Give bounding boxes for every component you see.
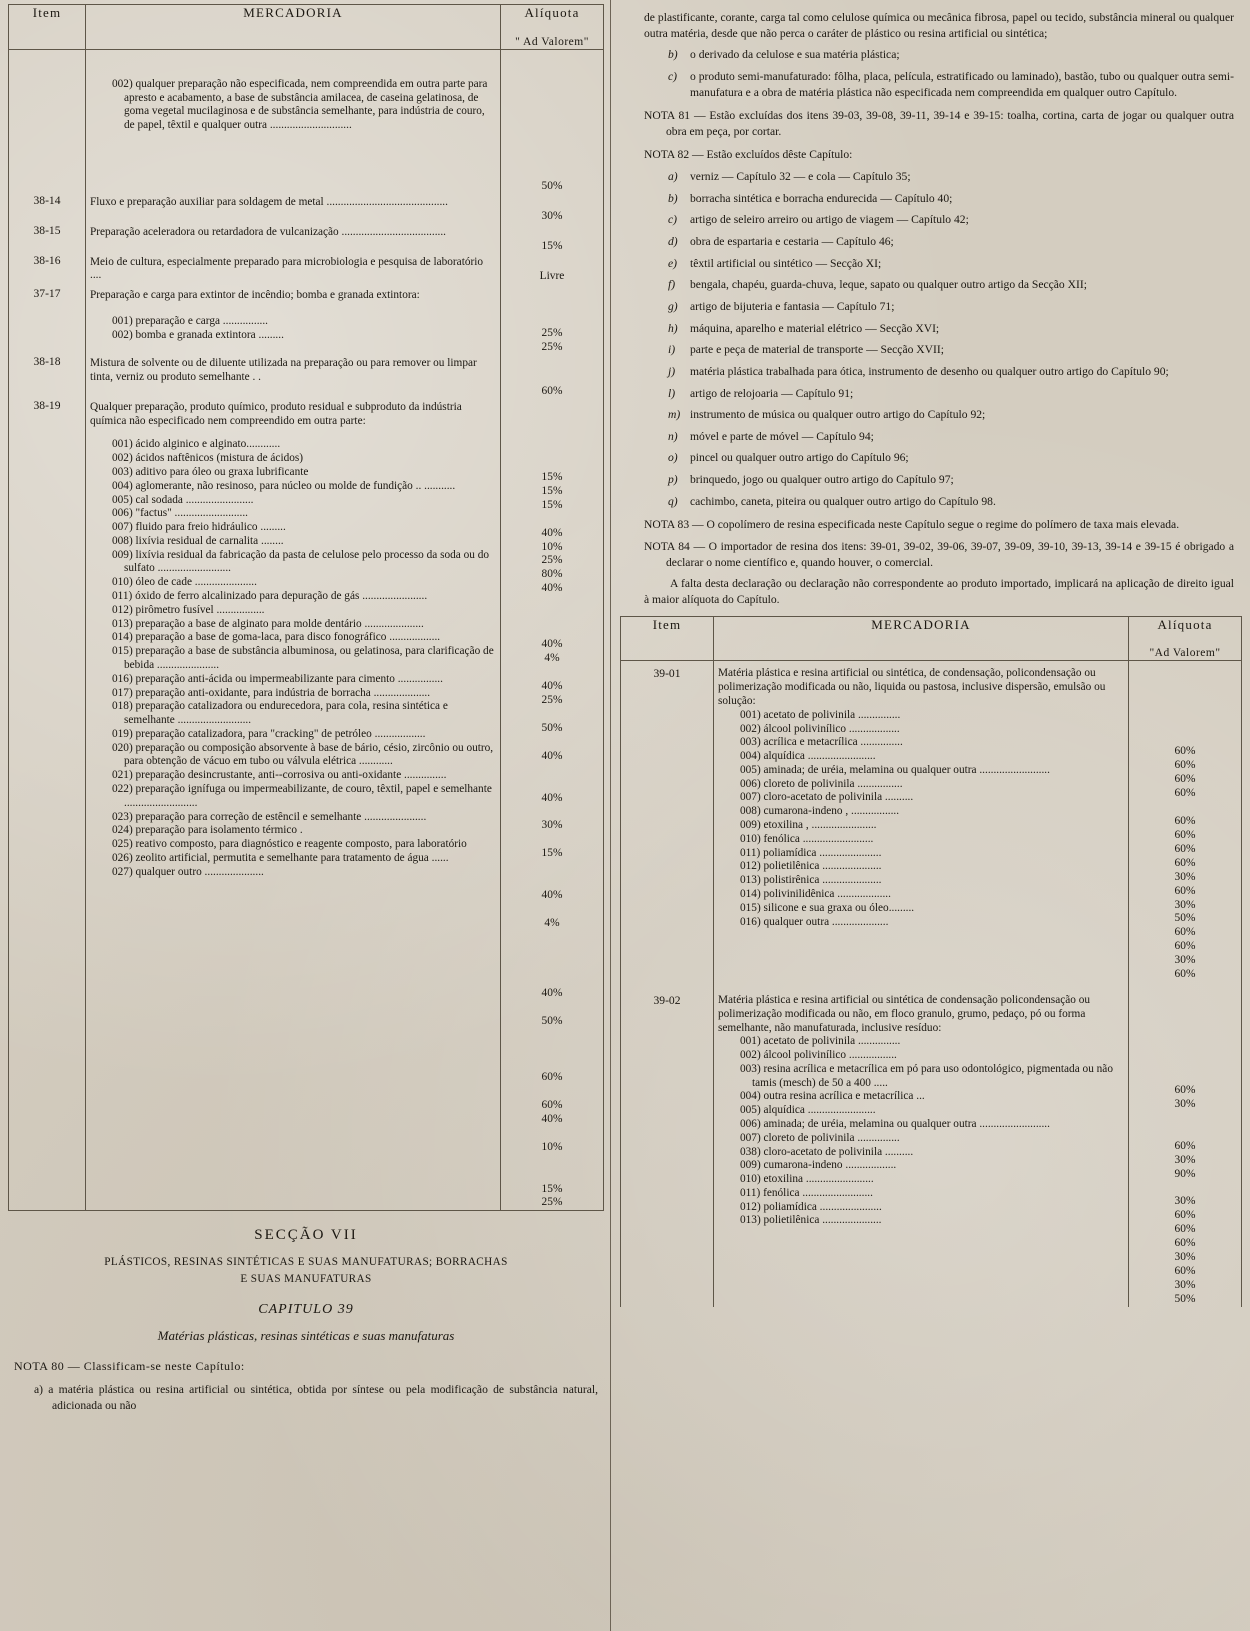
row-desc-text: Qualquer preparação, produto químico, produto residual e subproduto da indústria química não especificado nem compreendido em outra parte: [90, 400, 462, 427]
row-rate [501, 254, 604, 288]
header-aliquota-label: Alíquota [1157, 616, 1213, 632]
nota-82-item [644, 256, 1234, 272]
row-subitem: 002) álcool polivinílico ................. [740, 1049, 897, 1062]
item-letter: n) [668, 429, 678, 443]
row-rate-value: 60% [1174, 856, 1196, 869]
row-rate-value: 40% [541, 1112, 563, 1125]
row-desc-text: Fluxo e preparação auxiliar para soldagem de metal ........................................... [90, 195, 448, 208]
item-text: artigo de relojoaria — Capítulo 91; [690, 386, 854, 400]
row-rate-value: 50% [541, 179, 563, 192]
row-desc [86, 224, 501, 254]
header-item: Item [621, 616, 714, 661]
row-rate-value: 10% [541, 540, 563, 553]
row-subitem: 010) fenólica ......................... [740, 832, 874, 845]
section-subheading-line2: E SUAS MANUFATURAS [240, 1273, 372, 1286]
row-subitem: 010) óleo de cade ...................... [112, 576, 257, 589]
nota-82-item [644, 234, 1234, 250]
table-header-row [621, 616, 1242, 661]
nota-80-item-a: a) a matéria plástica ou resina artificial ou sintética, obtida por síntese ou pela modificação de substância natural, adicionada ou não [34, 1383, 598, 1412]
nota-82-item [644, 321, 1234, 337]
row-rate [1129, 661, 1242, 982]
row-subitem: 026) zeolito artificial, permutita e semelhante para tratamento de água ...... [112, 851, 449, 864]
row-subitem: 005) alquídica ........................ [740, 1104, 876, 1117]
row-subitem: 017) preparação anti-oxidante, para indústria de borracha .................... [112, 686, 431, 699]
table-row [621, 982, 1242, 1307]
row-subitem: 016) preparação anti-ácida ou impermeabilizante para cimento ................ [112, 672, 443, 685]
row-rate-value: 40% [541, 638, 563, 651]
item-text: o derivado da celulose e sua matéria plástica; [690, 48, 900, 62]
row-rate-value: 60% [1174, 1209, 1196, 1222]
row-desc [86, 287, 501, 355]
row-rate-value: 4% [544, 917, 560, 930]
row-subitem: 011) poliamídica ...................... [740, 846, 882, 859]
row-rate [501, 355, 604, 399]
nota-80-block [8, 1358, 604, 1413]
row-item: 38-18 [9, 355, 86, 399]
item-text: obra de espartaria e cestaria — Capítulo 46; [690, 235, 894, 249]
row-subitem: 014) polivinilidênica ................... [740, 887, 891, 900]
row-subitem: 023) preparação para correção de estêncil e semelhante ...................... [112, 810, 427, 823]
header-aliquota [1129, 616, 1242, 661]
row-rate-value: 90% [1174, 1167, 1196, 1180]
item-text: máquina, aparelho e material elétrico — Secção XVI; [690, 321, 940, 335]
row-rate-value: 30% [1174, 898, 1196, 911]
section-heading: SECÇÃO VII [254, 1227, 358, 1244]
nota-82-item [644, 277, 1234, 293]
row-rate-value: 80% [541, 568, 563, 581]
row-subitem: 009) etoxilina , ....................... [740, 819, 877, 832]
row-subitem: 002) bomba e granada extintora ......... [112, 328, 284, 341]
item-letter: h) [668, 321, 678, 335]
row-subitem: 001) preparação e carga ................ [112, 314, 268, 327]
row-subitem: 011) óxido de ferro alcalinizado para depuração de gás ....................... [112, 590, 428, 603]
row-rate-value: 60% [1174, 926, 1196, 939]
row-rate-value: 60% [541, 1070, 563, 1083]
row-subitem: 021) preparação desincrustante, anti--corrosiva ou anti-oxidante ............... [112, 769, 447, 782]
row-subitem: 001) ácido alginico e alginato............ [112, 438, 281, 451]
item-text: parte e peça de material de transporte — Secção XVII; [690, 343, 944, 357]
row-rate [501, 49, 604, 193]
item-text: o produto semi-manufaturado: fôlha, placa, película, estratificado ou laminado), bastão, tubo ou qualquer outra semi-manufatura e a obra de matéria plástica não especificada nem compreendida em qualquer outro Capítulo. [690, 69, 1234, 99]
row-subitem: 009) lixívia residual da fabricação da pasta de celulose pelo processo da soda ou do sulfato .......................... [112, 548, 490, 575]
item-letter: j) [668, 364, 676, 378]
nota-82-item [644, 169, 1234, 185]
row-rate-value: 60% [1174, 745, 1196, 758]
row-rate-value: 60% [1174, 828, 1196, 841]
nota-80-item-b [644, 47, 1234, 63]
table-row [9, 254, 604, 288]
row-rate-value: 30% [1174, 1195, 1196, 1208]
row-rate-value: 25% [541, 693, 563, 706]
row-subitem: 006) "factus" .......................... [112, 507, 248, 520]
row-rate-value: 60% [1174, 815, 1196, 828]
item-text: artigo de bijuteria e fantasia — Capítulo 71; [690, 299, 895, 313]
row-subitem: 008) lixívia residual de carnalita ........ [112, 534, 284, 547]
row-rate-value: 30% [1174, 1153, 1196, 1166]
row-desc [86, 399, 501, 1211]
table-row [9, 224, 604, 254]
row-rate [501, 224, 604, 254]
row-rate [501, 194, 604, 224]
row-rate-value: 30% [1174, 870, 1196, 883]
row-item: 39-02 [621, 982, 714, 1307]
row-desc-text: Mistura de solvente ou de diluente utilizada na preparação ou para remover ou limpar tinta, verniz ou produto semelhante . . [90, 356, 477, 383]
table-row [9, 287, 604, 355]
item-letter: b) [668, 191, 678, 205]
row-rate-value: 60% [1174, 787, 1196, 800]
header-ad-valorem: "Ad Valorem" [1149, 647, 1221, 660]
tariff-table-left [8, 4, 604, 1211]
row-rate-value: 15% [541, 470, 563, 483]
row-subitem: 013) polistirênica ..................... [740, 874, 882, 887]
row-rate-value: 60% [1174, 1223, 1196, 1236]
item-text: verniz — Capítulo 32 — e cola — Capítulo 35; [690, 170, 911, 184]
row-desc [86, 254, 501, 288]
item-letter: a) [668, 170, 678, 184]
row-rate-value: 60% [1174, 940, 1196, 953]
row-subitem: 013) preparação a base de alginato para molde dentário ..................... [112, 617, 424, 630]
nota-82-item [644, 386, 1234, 402]
row-rate-value: 40% [541, 526, 563, 539]
row-rate-value: 30% [1174, 954, 1196, 967]
row-subitem: 010) etoxilina ........................ [740, 1173, 874, 1186]
row-subitem: 003) resina acrílica e metacrílica em pó para uso odontológico, pigmentada ou não tamis (mesch) de 50 a 400 ..... [740, 1062, 1113, 1089]
row-rate-value: 30% [541, 209, 563, 222]
nota-82-heading: NOTA 82 — Estão excluídos dêste Capítulo: [644, 148, 853, 162]
row-subitem: 004) outra resina acrílica e metacrílica ... [740, 1090, 925, 1103]
top-continuation: de plastificante, corante, carga tal como celulose química ou mecânica fibrosa, papel ou tecido, substância mineral ou qualquer outra matéria, desde que não perca o caráter de plástico ou resina artificial ou sintética; [644, 11, 1234, 40]
item-text: bengala, chapéu, guarda-chuva, leque, sapato ou qualquer outro artigo da Secção XII; [690, 278, 1087, 292]
section-subheading-line1: PLÁSTICOS, RESINAS SINTÉTICAS E SUAS MANUFATURAS; BORRACHAS [104, 1256, 508, 1269]
row-desc-text: Matéria plástica e resina artificial ou sintética, de condensação, policondensação ou polimerização modificada ou não, liquida ou pastosa, inclusive dispersão, emulsão ou solução: [718, 667, 1106, 708]
table-row [9, 399, 604, 1211]
row-rate-value: 40% [541, 889, 563, 902]
row-rate [1129, 982, 1242, 1307]
row-rate-value: 25% [541, 554, 563, 567]
nota-82-item [644, 342, 1234, 358]
table-row [9, 49, 604, 193]
row-subitem: 003) aditivo para óleo ou graxa lubrificante [112, 466, 309, 478]
row-subitem: 005) aminada; de uréia, melamina ou qualquer outra ......................... [740, 763, 1050, 776]
row-rate-value: 60% [541, 1098, 563, 1111]
row-subitem: 004) aglomerante, não resinoso, para núcleo ou molde de fundição .. ........... [112, 479, 456, 492]
item-text: borracha sintética e borracha endurecida — Capítulo 40; [690, 191, 953, 205]
nota-82-item [644, 191, 1234, 207]
item-letter: b) [668, 48, 678, 62]
nota-82-item [644, 212, 1234, 228]
tariff-table-right [620, 616, 1242, 1307]
row-rate-value: 60% [1174, 1139, 1196, 1152]
row-subitem: 012) pirômetro fusível ................. [112, 603, 265, 616]
row-subitem: 022) preparação ignífuga ou impermeabilizante, de couro, têxtil, papel e semelhante .......................... [112, 782, 492, 809]
row-subitem: 002) álcool polivinílico .................. [740, 722, 900, 735]
row-rate-value: 60% [1174, 759, 1196, 772]
row-subitem: 004) alquídica ........................ [740, 750, 876, 763]
row-rate-value: 60% [1174, 1265, 1196, 1278]
row-subitem: 018) preparação catalizadora ou endurecedora, para cola, resina sintética e semelhante .......................... [112, 700, 448, 727]
header-mercadoria: MERCADORIA [714, 616, 1129, 661]
item-letter: f) [668, 278, 676, 292]
item-text: brinquedo, jogo ou qualquer outro artigo do Capítulo 97; [690, 473, 954, 487]
right-column [620, 4, 1242, 1627]
item-letter: l) [668, 386, 676, 400]
row-rate-value: 15% [541, 484, 563, 497]
row-subitem: 007) fluido para freio hidráulico ......... [112, 521, 286, 534]
nota-82-item [644, 450, 1234, 466]
item-letter: o) [668, 451, 678, 465]
nota-81: NOTA 81 — Estão excluídas dos itens 39-03, 39-08, 39-11, 39-14 e 39-15: toalha, cortina, carta de jogar ou qualquer outra obra em peça, por cortar. [644, 109, 1234, 138]
table-row [621, 661, 1242, 982]
item-text: matéria plástica trabalhada para ótica, instrumento de desenho ou qualquer outro artigo do Capítulo 90; [690, 364, 1169, 378]
item-letter: i) [668, 343, 676, 357]
item-letter: c) [668, 69, 678, 83]
row-subitem: 019) preparação catalizadora, para "cracking" de petróleo .................. [112, 727, 426, 740]
row-subitem: 007) cloro-acetato de polivinila .......... [740, 791, 914, 804]
row-subitem: 014) preparação a base de goma-laca, para disco fonográfico .................. [112, 631, 441, 644]
row-rate-value: 60% [1174, 773, 1196, 786]
item-text: cachimbo, caneta, piteira ou qualquer outro artigo do Capítulo 98. [690, 494, 996, 508]
row-rate-value: 60% [1174, 968, 1196, 981]
item-letter: g) [668, 299, 678, 313]
row-subitem: 015) silicone e sua graxa ou óleo......... [740, 901, 915, 914]
item-letter: d) [668, 235, 678, 249]
row-subitem: 002) ácidos naftênicos (mistura de ácidos) [112, 452, 304, 465]
row-subitem: 006) cloreto de polivinila ................ [740, 777, 903, 790]
row-rate-value: 60% [1174, 1083, 1196, 1096]
row-item: 39-01 [621, 661, 714, 982]
item-letter: e) [668, 256, 678, 270]
header-mercadoria: MERCADORIA [86, 5, 501, 50]
item-letter: q) [668, 494, 678, 508]
row-subitem: 038) cloro-acetato de polivinila .......... [740, 1145, 914, 1158]
item-letter: c) [668, 213, 678, 227]
nota-82-item [644, 299, 1234, 315]
row-rate-value: 40% [541, 582, 563, 595]
item-text: móvel e parte de móvel — Capítulo 94; [690, 429, 874, 443]
row-desc [86, 194, 501, 224]
row-rate-value: 40% [541, 791, 563, 804]
row-rate-value: 40% [541, 679, 563, 692]
row-subitem: 007) cloreto de polivinila ............... [740, 1131, 900, 1144]
table-row [9, 355, 604, 399]
row-rate-value: 15% [541, 1182, 563, 1195]
row-rate-value: 30% [1174, 1251, 1196, 1264]
row-rate-value: 25% [541, 327, 563, 340]
row-item: 37-17 [9, 287, 86, 355]
row-subitem: 003) acrílica e metacrílica ............... [740, 736, 903, 749]
row-subitem: 005) cal sodada ........................ [112, 493, 254, 506]
row-item [9, 49, 86, 193]
nota-83: NOTA 83 — O copolímero de resina especificada neste Capítulo segue o regime do polímero de taxa mais elevada. [644, 518, 1180, 532]
row-rate-value: 15% [541, 498, 563, 511]
item-letter: p) [668, 473, 678, 487]
row-subitem: 001) acetato de polivinila ............... [740, 708, 901, 721]
row-subitem: 001) acetato de polivinila ............... [740, 1035, 901, 1048]
header-aliquota [501, 5, 604, 50]
row-desc-text: Meio de cultura, especialmente preparado para microbiologia e pesquisa de laboratório .... [90, 255, 484, 282]
row-desc [714, 661, 1129, 982]
row-rate-value: 15% [541, 239, 563, 252]
row-subitem: 008) cumarona-indeno , ................. [740, 805, 900, 818]
row-desc [86, 355, 501, 399]
nota-82-item [644, 407, 1234, 423]
table-row [9, 194, 604, 224]
row-subitem: 009) cumarona-indeno .................. [740, 1159, 897, 1172]
chapter-subheading: Matérias plásticas, resinas sintéticas e suas manufaturas [157, 1327, 455, 1343]
header-ad-valorem: " Ad Valorem" [515, 35, 589, 48]
row-rate-value: 50% [1174, 912, 1196, 925]
left-column [8, 4, 604, 1627]
nota-82-item [644, 472, 1234, 488]
row-desc-text: Matéria plástica e resina artificial ou sintética de condensação policondensação ou polimerização modificada ou não, em floco granulo, grumo, pedaço, pó ou forma semelhante, não manufaturada, inclusive resíduo: [718, 993, 1091, 1034]
row-rate-value: 40% [541, 987, 563, 1000]
row-rate-value: 30% [541, 819, 563, 832]
row-rate-value: 50% [541, 721, 563, 734]
row-subitem: 013) polietilênica ..................... [740, 1214, 882, 1227]
row-rate-value: 30% [1174, 1278, 1196, 1291]
row-rate-value: 40% [541, 749, 563, 762]
table-header-row [9, 5, 604, 50]
nota-84-continuation: A falta desta declaração ou declaração não correspondente ao produto importado, implicará na aplicação de direito igual à maior alíquota do Capítulo. [644, 577, 1234, 606]
nota-84: NOTA 84 — O importador de resina dos itens: 39-01, 39-02, 39-06, 39-07, 39-09, 39-10, 39-13, 39-14 e 39-15 é obrigado a declarar o nome científico e, quando houver, o comercial. [644, 540, 1234, 569]
item-text: artigo de seleiro arreiro ou artigo de viagem — Capítulo 42; [690, 213, 969, 227]
item-text: pincel ou qualquer outro artigo do Capítulo 96; [690, 451, 909, 465]
row-item: 38-14 [9, 194, 86, 224]
nota-82-item [644, 429, 1234, 445]
row-rate-value: 60% [541, 384, 563, 397]
nota-80-heading: NOTA 80 — Classificam-se neste Capítulo: [14, 1358, 245, 1373]
row-desc-text: Preparação aceleradora ou retardadora de vulcanização ..................................... [90, 225, 447, 238]
row-subitem: 015) preparação a base de substância albuminosa, ou gelatinosa, para clarificação de bebida ...................... [112, 645, 494, 671]
chapter-heading: CAPITULO 39 [258, 1301, 354, 1317]
row-item: 38-16 [9, 254, 86, 288]
row-rate-value: 10% [541, 1140, 563, 1153]
right-prose [620, 4, 1242, 608]
row-subitem: 016) qualquer outra .................... [740, 915, 889, 928]
column-divider [610, 0, 611, 1631]
item-text: instrumento de música ou qualquer outro artigo do Capítulo 92; [690, 408, 986, 422]
row-desc-text: Preparação e carga para extintor de incêndio; bomba e granada extintora: [90, 289, 420, 302]
header-aliquota-label: Alíquota [524, 5, 580, 20]
row-rate-value: 30% [1174, 1097, 1196, 1110]
row-subitem: 024) preparação para isolamento térmico . [112, 824, 303, 837]
row-subitem: 012) poliamídica ...................... [740, 1200, 882, 1213]
row-rate-value: 25% [541, 1196, 563, 1209]
row-rate [501, 399, 604, 1211]
nota-82-item [644, 364, 1234, 380]
row-subitem: 011) fenólica ......................... [740, 1186, 873, 1199]
row-desc [714, 982, 1129, 1307]
row-rate-value: Livre [539, 269, 565, 282]
row-rate-value: 50% [541, 1015, 563, 1027]
row-rate [501, 287, 604, 355]
row-rate-value: 60% [1174, 842, 1196, 855]
nota-82-item [644, 494, 1234, 510]
row-rate-value: 15% [541, 847, 563, 860]
row-subitem: 020) preparação ou composição absorvente à base de bário, césio, zircônio ou outro, para obtenção de vácuo em tubo ou válvula elétrica ............ [112, 741, 494, 768]
row-desc-text: 002) qualquer preparação não especificada, nem compreendida em outra parte para apresto e acabamento, a base de substância amilacea, de caseina gelatinosa, de goma vegetal mucilaginosa e de substância semelhante, para indústria de couro, de papel, têxtil e qualquer outra ............................. [112, 77, 488, 132]
section-subheading [8, 1254, 604, 1288]
item-text: têxtil artificial ou sintético — Secção XI; [690, 256, 882, 270]
row-subitem: 012) polietilênica ..................... [740, 860, 882, 873]
row-rate-value: 60% [1174, 884, 1196, 897]
row-rate-value: 50% [1174, 1292, 1196, 1305]
row-rate-value: 60% [1174, 1237, 1196, 1250]
nota-80-item-c [644, 69, 1234, 100]
row-item: 38-19 [9, 399, 86, 1211]
row-subitem: 006) aminada; de uréia, melamina ou qualquer outra ......................... [740, 1117, 1050, 1130]
item-letter: m) [668, 408, 681, 422]
header-item: Item [9, 5, 86, 50]
row-rate-value: 4% [544, 652, 560, 665]
row-item: 38-15 [9, 224, 86, 254]
row-subitem: 025) reativo composto, para diagnóstico e reagente composto, para laboratório [112, 838, 467, 851]
row-subitem: 027) qualquer outro ..................... [112, 865, 264, 878]
row-desc [86, 49, 501, 193]
row-rate-value: 25% [541, 341, 563, 354]
